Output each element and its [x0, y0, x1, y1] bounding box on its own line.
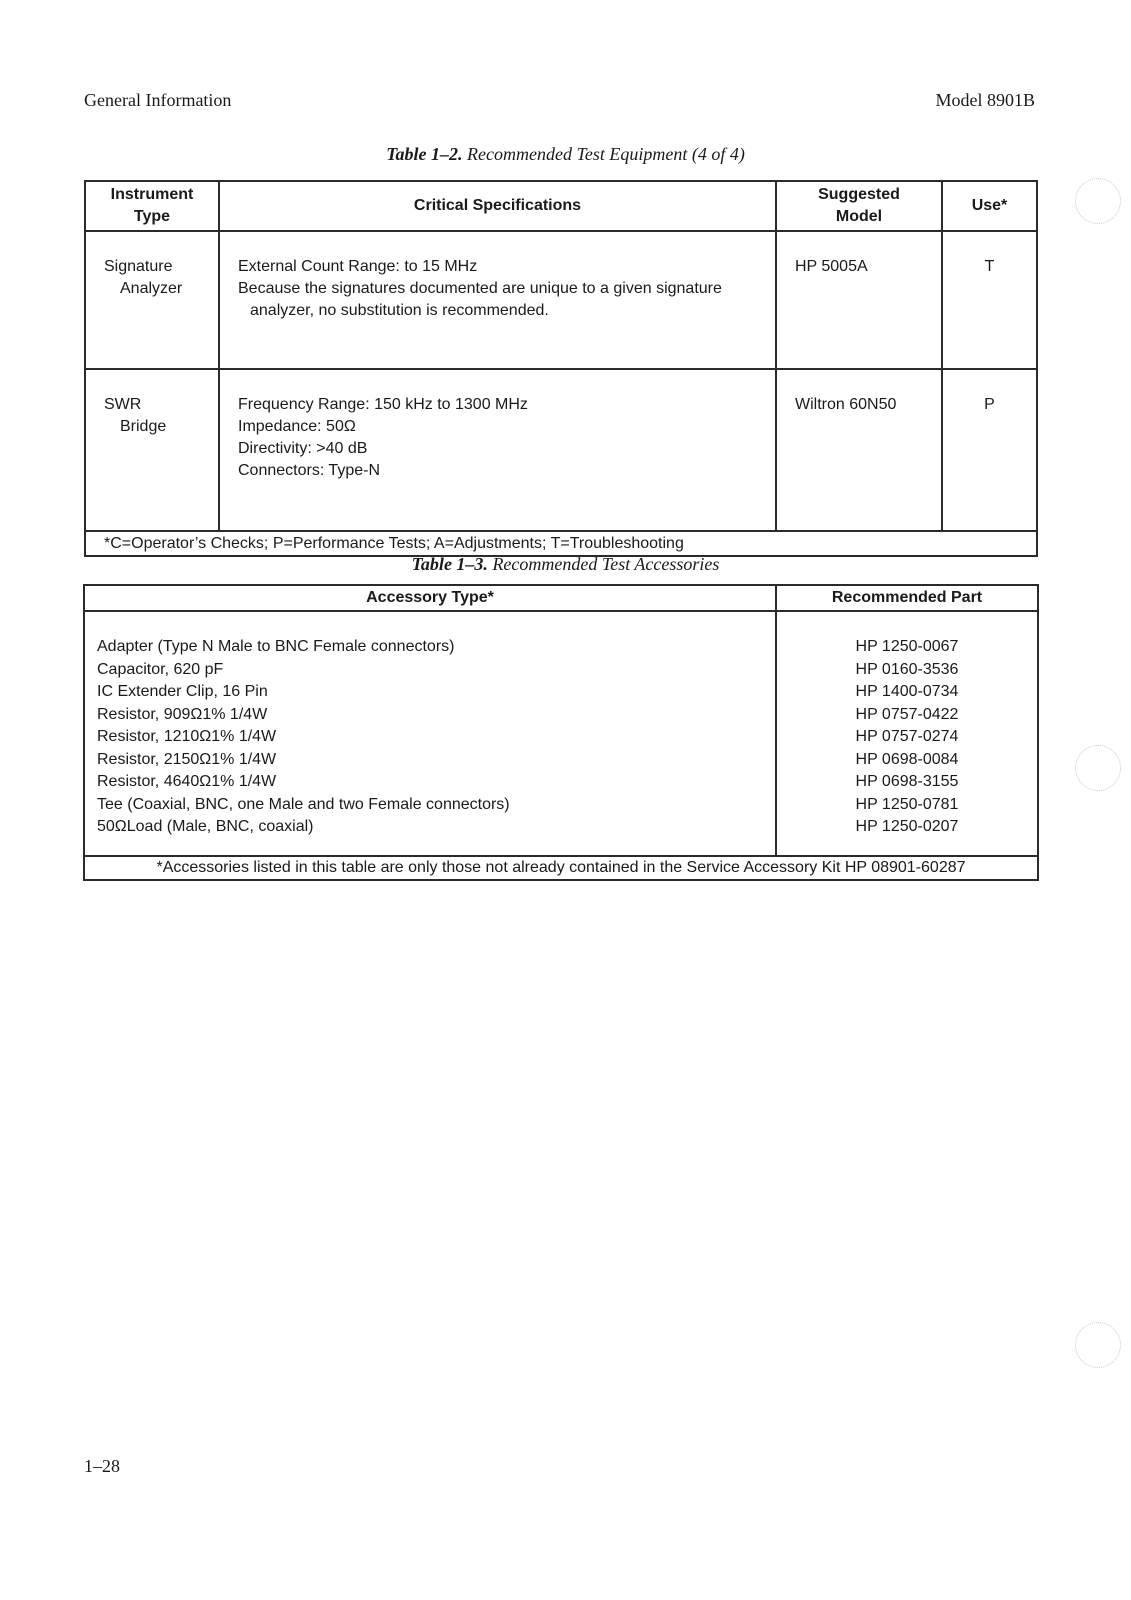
list-item: IC Extender Clip, 16 Pin [97, 683, 268, 700]
table3-caption-text: Recommended Test Accessories [487, 554, 720, 574]
binder-hole-mark [1075, 745, 1121, 791]
instrument-type-cell [85, 369, 219, 531]
table2-footnote: *C=Operator’s Checks; P=Performance Tests; A=Adjustments; T=Troubleshooting [85, 531, 1037, 556]
instrument-type-line1: Signature [104, 258, 173, 275]
binder-hole-mark [1075, 178, 1121, 224]
list-item: Resistor, 1210Ω1% 1/4W [97, 728, 277, 745]
part-number: HP 0698-3155 [855, 773, 959, 790]
part-number: HP 0757-0274 [855, 728, 959, 745]
table3-caption-label: Table 1–3. [411, 554, 488, 574]
col-header-recommended-part: Recommended Part [776, 585, 1038, 611]
list-item: Resistor, 2150Ω1% 1/4W [97, 750, 277, 768]
list-item: Adapter (Type N Male to BNC Female connectors) [97, 638, 455, 655]
list-item: 50ΩLoad (Male, BNC, coaxial) [97, 818, 314, 835]
part-number: HP 0698-0084 [855, 750, 959, 768]
table2-header-row [85, 181, 1037, 231]
table2-caption-label: Table 1–2. [386, 144, 463, 164]
col-header-critical-specifications: Critical Specifications [219, 181, 776, 231]
running-header-section: General Information [84, 90, 232, 110]
use-cell: P [942, 369, 1037, 531]
spec-line: Frequency Range: 150 kHz to 1300 MHz [238, 396, 528, 413]
col-header-instrument-line2: Type [133, 208, 171, 225]
table3-header-row [84, 585, 1038, 611]
recommended-part-list [776, 611, 1038, 856]
table2-footnote-row [85, 531, 1037, 556]
instrument-type-cell [85, 231, 219, 369]
list-item: Resistor, 909Ω1% 1/4W [97, 705, 268, 723]
table3-footnote: *Accessories listed in this table are only those not already contained in the Service Accessory Kit HP 08901-60287 [84, 856, 1038, 880]
spec-line: Impedance: 50Ω [238, 418, 356, 435]
page-number: 1–28 [84, 1456, 120, 1476]
suggested-model-cell: HP 5005A [776, 231, 942, 369]
part-number: HP 1250-0207 [855, 818, 959, 835]
spec-line: Directivity: >40 dB [238, 440, 368, 457]
table2-caption-text: Recommended Test Equipment (4 of 4) [462, 144, 745, 164]
col-header-instrument-type [85, 181, 219, 231]
table2-caption [0, 144, 1131, 165]
use-cell: T [942, 231, 1037, 369]
part-number: HP 1250-0067 [855, 638, 959, 655]
table3-caption [0, 554, 1131, 575]
instrument-type-line1: SWR [104, 396, 142, 413]
instrument-type-line2: Analyzer [120, 280, 183, 297]
col-header-model-line2: Model [835, 208, 883, 225]
spec-line: Because the signatures documented are unique to a given signature [238, 280, 722, 297]
table-row [85, 369, 1037, 531]
accessory-type-list [84, 611, 776, 856]
spec-line: External Count Range: to 15 MHz [238, 258, 478, 275]
spec-line: Connectors: Type-N [238, 462, 380, 479]
part-number: HP 0757-0422 [855, 705, 959, 723]
col-header-accessory-type: Accessory Type* [84, 585, 776, 611]
part-number: HP 1250-0781 [855, 795, 959, 813]
recommended-test-accessories-table [83, 584, 1039, 881]
running-header-model: Model 8901B [935, 90, 1035, 110]
instrument-type-line2: Bridge [120, 418, 167, 435]
critical-specifications-cell [219, 231, 776, 369]
list-item: Capacitor, 620 pF [97, 660, 224, 678]
table-row [85, 231, 1037, 369]
binder-hole-mark [1075, 1322, 1121, 1368]
table3-body-row [84, 611, 1038, 856]
critical-specifications-cell [219, 369, 776, 531]
table3-footnote-row [84, 856, 1038, 880]
col-header-use: Use* [942, 181, 1037, 231]
spec-line: analyzer, no substitution is recommended. [250, 302, 549, 319]
list-item: Resistor, 4640Ω1% 1/4W [97, 773, 277, 790]
part-number: HP 1400-0734 [855, 683, 959, 700]
list-item: Tee (Coaxial, BNC, one Male and two Female connectors) [97, 795, 510, 813]
part-number: HP 0160-3536 [855, 660, 959, 678]
col-header-instrument-line1: Instrument [110, 186, 194, 203]
col-header-model-line1: Suggested [818, 186, 900, 203]
col-header-suggested-model [776, 181, 942, 231]
suggested-model-cell: Wiltron 60N50 [776, 369, 942, 531]
recommended-test-equipment-table [84, 180, 1038, 557]
